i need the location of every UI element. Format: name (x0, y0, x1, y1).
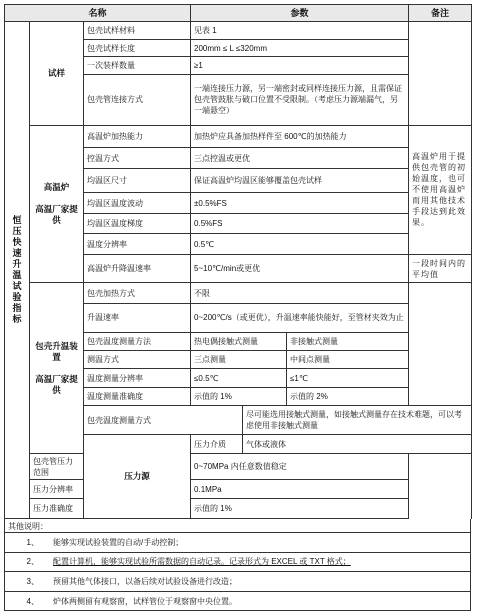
note-number: 3、 (26, 576, 39, 586)
measure-contact-value: 三点测量 (191, 350, 287, 368)
row-value: 加热炉应具备加热样件至 600℃的加热能力 (191, 125, 409, 148)
category-furnace: 高温炉 高温厂家提供 (30, 125, 84, 283)
row-value: 不限 (191, 283, 409, 303)
note-number: 2、 (26, 557, 39, 567)
note-item (5, 572, 470, 592)
row-value: 尽可能选用接触式测量，如接触式测量存在技术难题，可以考虑使用非接触式测量 (243, 406, 472, 435)
row-value: ±0.5%FS (191, 193, 409, 213)
note-number: 1、 (26, 537, 39, 547)
remark-empty (409, 283, 472, 406)
measure-noncontact-value: 示值的 2% (287, 387, 409, 405)
row-item: 控温方式 (84, 148, 191, 168)
row-item: 升温速率 (84, 303, 191, 332)
note-item (5, 592, 470, 612)
measure-noncontact-header: 非接触式测量 (287, 332, 409, 350)
header-name: 名称 (5, 5, 191, 22)
row-item: 高温炉升降温速率 (84, 254, 191, 283)
note-text: 配置计算机，能够实现试验所需数据的自动记录。记录形式为 EXCEL 或 TXT 格式； (53, 557, 351, 567)
spec-table (4, 4, 472, 519)
note-text: 预留其他气体接口，以备后续对试验设备进行改造； (53, 576, 237, 586)
row-value: 0.5℃ (191, 234, 409, 254)
measure-noncontact-value: ≤1℃ (287, 369, 409, 387)
notes-title: 其他说明： (5, 519, 470, 533)
row-item: 压力准确度 (30, 499, 84, 519)
measure-contact-value: 示值的 1% (191, 387, 287, 405)
row-item: 一次装样数量 (84, 57, 191, 74)
header-params: 参数 (191, 5, 409, 22)
row-value: 0.5%FS (191, 213, 409, 233)
note-text: 炉体两侧留有观察窗，试样管位于观察窗中央位置。 (53, 596, 237, 606)
row-value: 0.1MPa (191, 479, 409, 498)
category-heating: 包壳升温装置 高温厂家提供 (30, 283, 84, 454)
remark-empty (409, 22, 472, 125)
row-item: 包壳温度测量方法 (84, 332, 191, 350)
row-item: 包壳加热方式 (84, 283, 191, 303)
row-value: 见表 1 (191, 22, 409, 39)
row-value: 一端连接压力源，另一端密封或同样连接压力源，且需保证包壳管鼓胀与破口位置不受限制。（考虑压力源端漏气，另一端悬空） (191, 74, 409, 125)
row-item: 均温区温度波动 (84, 193, 191, 213)
row-item: 包壳管压力范围 (30, 454, 84, 480)
note-item (5, 533, 470, 553)
measure-noncontact-value: 中间点测量 (287, 350, 409, 368)
other-notes (4, 519, 471, 611)
note-text: 能够实现试验装置的自动/手动控制； (53, 537, 184, 547)
row-item: 高温炉加热能力 (84, 125, 191, 148)
row-value: 气体或液体 (243, 434, 472, 453)
row-value: 200mm ≤ L ≤320mm (191, 39, 409, 56)
category-sample: 试样 (30, 22, 84, 125)
row-item: 温度分辨率 (84, 234, 191, 254)
row-value: ≥1 (191, 57, 409, 74)
row-item: 均温区温度梯度 (84, 213, 191, 233)
note-number: 4、 (26, 596, 39, 606)
row-value: 三点控温或更优 (191, 148, 409, 168)
row-item: 包壳试样材料 (84, 22, 191, 39)
left-title: 恒 压 快 速 升 温 试 验 指 标 (5, 22, 30, 519)
row-value: 保证高温炉均温区能够覆盖包壳试样 (191, 168, 409, 193)
row-item: 温度测量准确度 (84, 387, 191, 405)
row-item: 压力介质 (191, 434, 243, 453)
row-value: 示值的 1% (191, 499, 409, 519)
row-item: 包壳管连接方式 (84, 74, 191, 125)
row-item: 包壳温度测量方式 (84, 406, 243, 435)
row-item: 均温区尺寸 (84, 168, 191, 193)
row-item: 包壳试样长度 (84, 39, 191, 56)
note-item (5, 553, 470, 573)
row-item: 压力分辨率 (30, 479, 84, 498)
measure-contact-header: 热电偶接触式测量 (191, 332, 287, 350)
row-value: 5~10℃/min或更优 (191, 254, 409, 283)
remark-average: 一段时间内的平均值 (409, 254, 472, 283)
header-remarks: 备注 (409, 5, 472, 22)
row-value: 0~200℃/s（或更优），升温速率能快能好，至管材夹效为止 (191, 303, 409, 332)
measure-contact-value: ≤0.5℃ (191, 369, 287, 387)
category-pressure: 压力源 (84, 434, 191, 518)
row-item: 测温方式 (84, 350, 191, 368)
row-item: 温度测量分辨率 (84, 369, 191, 387)
row-value: 0~70MPa 内任意数值稳定 (191, 454, 409, 480)
remark-furnace: 高温炉用于提供包壳管的初始温度，也可不使用高温炉而用其他技术手段达到此效果。 (409, 125, 472, 254)
